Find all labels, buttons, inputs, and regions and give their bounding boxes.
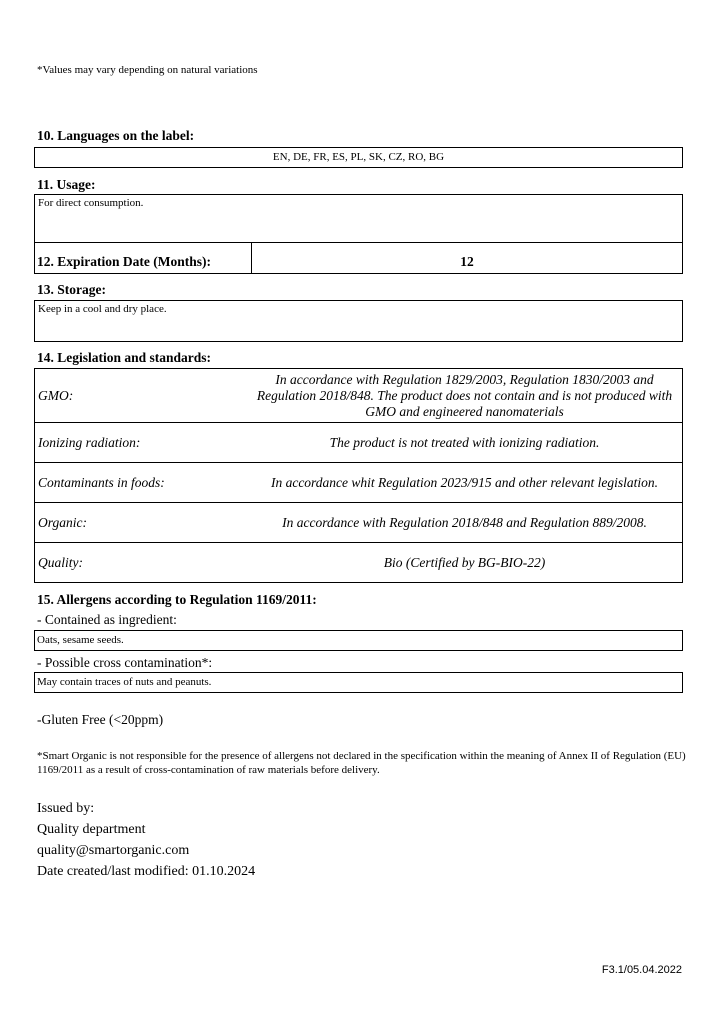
contained-box <box>34 630 683 651</box>
languages-box <box>34 147 683 168</box>
expiration-row <box>35 243 682 273</box>
legislation-row-quality <box>35 543 682 582</box>
usage-value: For direct consumption. <box>35 195 682 243</box>
legislation-key: Contaminants in foods: <box>38 474 165 490</box>
gluten-free-note: -Gluten Free (<20ppm) <box>37 712 164 727</box>
allergens-heading: 15. Allergens according to Regulation 1169/2011: <box>37 592 317 607</box>
storage-box <box>34 300 683 342</box>
issued-date: Date created/last modified: 01.10.2024 <box>37 864 256 879</box>
legislation-key: Organic: <box>38 514 87 530</box>
storage-value: Keep in a cool and dry place. <box>38 303 167 315</box>
legislation-key: GMO: <box>38 387 74 403</box>
legislation-heading: 14. Legislation and standards: <box>37 350 212 365</box>
form-code: F3.1/05.04.2022 <box>601 964 682 976</box>
cross-box <box>34 672 683 693</box>
cross-label: - Possible cross contamination*: <box>37 655 213 670</box>
issued-by-label: Issued by: <box>37 801 95 816</box>
legislation-table <box>34 368 683 583</box>
legislation-key: Ionizing radiation: <box>38 434 141 450</box>
legislation-row-ionizing <box>35 423 682 463</box>
legislation-row-contaminants <box>35 463 682 503</box>
issued-email: quality@smartorganic.com <box>37 843 190 858</box>
languages-heading: 10. Languages on the label: <box>37 128 195 143</box>
legislation-row-organic <box>35 503 682 543</box>
contained-label: - Contained as ingredient: <box>37 612 177 627</box>
allergen-disclaimer: *Smart Organic is not responsible for the presence of allergens not declared in the specification within the meaning of Annex II of Regulation (EU) 1169/2011 as a result of cross-contamination of raw materials before delivery. <box>37 750 686 776</box>
usage-box <box>34 194 683 274</box>
legislation-value: In accordance whit Regulation 2023/915 and other relevant legislation. <box>270 474 659 490</box>
legislation-value: In accordance with Regulation 2018/848 and Regulation 889/2008. <box>282 514 647 530</box>
contained-value: Oats, sesame seeds. <box>37 634 124 646</box>
legislation-row-gmo <box>35 369 682 423</box>
legislation-key: Quality: <box>38 554 83 570</box>
issued-department: Quality department <box>37 822 146 837</box>
languages-value: EN, DE, FR, ES, PL, SK, CZ, RO, BG <box>272 151 445 163</box>
expiration-value: 12 <box>460 254 474 269</box>
storage-heading: 13. Storage: <box>37 282 106 297</box>
usage-heading: 11. Usage: <box>37 177 96 192</box>
values-note: *Values may vary depending on natural variations <box>37 64 258 76</box>
legislation-value: In accordance with Regulation 1829/2003, Regulation 1830/2003 and Regulation 2018/848. The product does not contain and is not produced with GMO and engineered nanomaterials <box>256 371 673 419</box>
cross-value: May contain traces of nuts and peanuts. <box>37 676 212 688</box>
legislation-value: The product is not treated with ionizing radiation. <box>329 434 600 450</box>
expiration-label: 12. Expiration Date (Months): <box>35 243 252 273</box>
legislation-value: Bio (Certified by BG-BIO-22) <box>383 554 546 570</box>
